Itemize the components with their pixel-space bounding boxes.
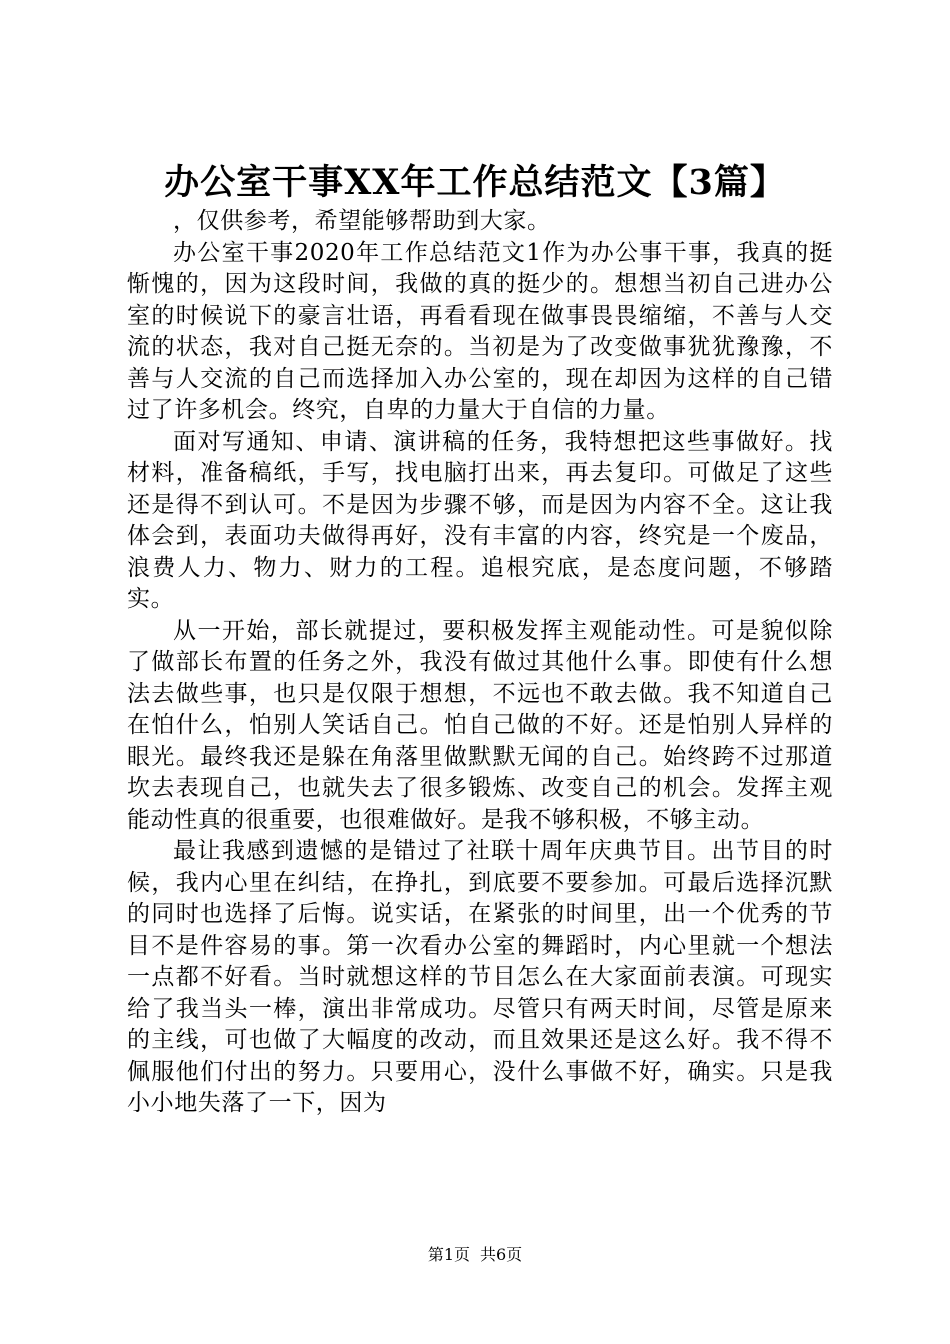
paragraph-intro: ，仅供参考，希望能够帮助到大家。 [173, 208, 551, 234]
paragraph-2: 面对写通知、申请、演讲稿的任务，我特想把这些事做好。找材料，准备稿纸，手写，找电脑打出来，再去复印。可做足了这些还是得不到认可。不是因为步骤不够，而是因为内容不全。这让我体会到，表面功夫做得再好，没有丰富的内容，终究是一个废品，浪费人力、物力、财力的工程。追根究底，是态度问题，不够踏实。 [127, 428, 833, 612]
page-total: 共6页 [480, 1245, 523, 1264]
paragraph-4: 最让我感到遗憾的是错过了社联十周年庆典节目。出节目的时候，我内心里在纠结，在挣扎，到底要不要参加。可最后选择沉默的同时也选择了后悔。说实话，在紧张的时间里，出一个优秀的节目不是件容易的事。第一次看办公室的舞蹈时，内心里就一个想法一点都不好看。当时就想这样的节目怎么在大家面前表演。可现实给了我当头一棒，演出非常成功。尽管只有两天时间，尽管是原来的主线，可也做了大幅度的改动，而且效果还是这么好。我不得不佩服他们付出的努力。只要用心，没什么事做不好，确实。只是我小小地失落了一下，因为 [127, 838, 833, 1116]
document-body [127, 206, 833, 1120]
document-title: 办公室干事XX年工作总结范文【3篇】 [164, 162, 786, 203]
page-footer [0, 1244, 950, 1266]
paragraph-3: 从一开始，部长就提过，要积极发挥主观能动性。可是貌似除了做部长布置的任务之外，我没有做过其他什么事。即使有什么想法去做些事，也只是仅限于想想，不远也不敢去做。我不知道自己在怕什么，怕别人笑话自己。怕自己做的不好。还是怕别人异样的眼光。最终我还是躲在角落里做默默无闻的自己。始终跨不过那道坎去表现自己，也就失去了很多锻炼、改变自己的机会。发挥主观能动性真的很重要，也很难做好。是我不够积极，不够主动。 [127, 617, 833, 833]
page-number: 第1页 [427, 1245, 470, 1264]
paragraph-1: 办公室干事2020年工作总结范文1作为办公事干事，我真的挺惭愧的，因为这段时间，我做的真的挺少的。想想当初自己进办公室的时候说下的豪言壮语，再看看现在做事畏畏缩缩，不善与人交流的状态，我对自己挺无奈的。当初是为了改变做事犹犹豫豫，不善与人交流的自己而选择加入办公室的，现在却因为这样的自己错过了许多机会。终究，自卑的力量大于自信的力量。 [127, 239, 833, 423]
